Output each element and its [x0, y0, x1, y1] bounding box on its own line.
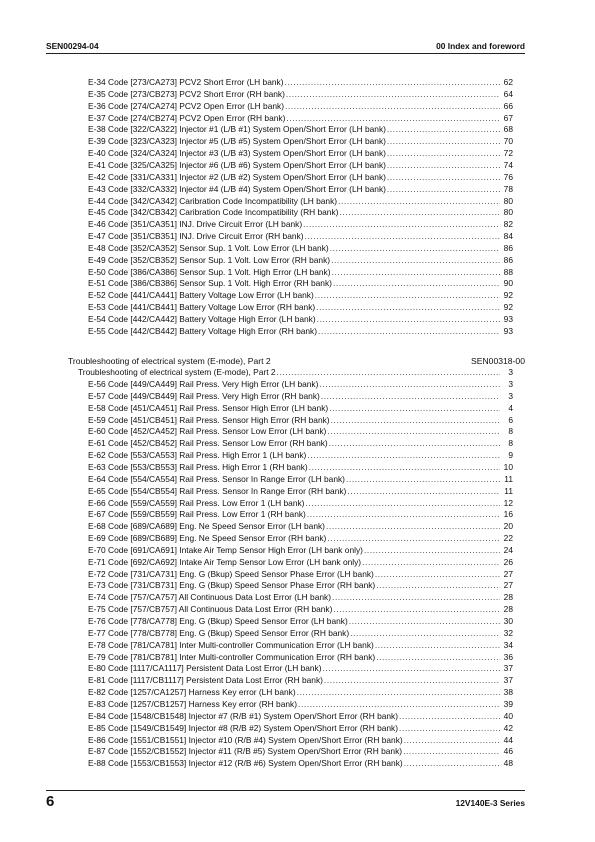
toc-entry[interactable]: [88, 746, 513, 758]
toc-entry[interactable]: [88, 580, 513, 592]
toc-entry[interactable]: [88, 545, 513, 557]
toc-entry[interactable]: [88, 243, 513, 255]
toc-leader: [349, 616, 500, 628]
toc-entry-title: E-87 Code [1552/CB1552] Injector #11 (R/B #5) System Open/Short Error (RH bank): [88, 746, 403, 757]
toc-entry[interactable]: [88, 89, 513, 101]
toc-leader: [362, 557, 500, 569]
toc-leader: [387, 136, 500, 148]
toc-leader: [309, 462, 500, 474]
toc-entry-page: 8: [508, 438, 513, 449]
toc-entry-page: 32: [503, 627, 513, 638]
footer-page-number: 6: [46, 793, 55, 810]
toc-leader: [338, 196, 500, 208]
toc-leader: [387, 124, 500, 136]
toc-entry[interactable]: [88, 521, 513, 533]
toc-entry[interactable]: [88, 219, 513, 231]
toc-leader: [376, 580, 500, 592]
toc-leader: [317, 314, 500, 326]
footer-rule: [46, 790, 525, 791]
toc-entry-page: 92: [503, 302, 513, 313]
toc-entry-title: E-80 Code [1117/CA1117] Persistent Data Lost Error (LH bank): [88, 663, 322, 674]
toc-entry[interactable]: [88, 314, 513, 326]
toc-entry-page: 67: [503, 112, 513, 123]
toc-entry-page: 10: [503, 461, 513, 472]
toc-entry-title: E-39 Code [323/CA323] Injector #5 (L/B #5) System Open/Short Error (LH bank): [88, 136, 386, 147]
toc-entry-title: E-66 Code [559/CA559] Rail Press. Low Error 1 (LH bank): [88, 497, 305, 508]
toc-leader: [324, 675, 500, 687]
toc-leader: [305, 498, 500, 510]
toc-entry[interactable]: [88, 267, 513, 279]
toc-entry-title: E-46 Code [351/CA351] INJ. Drive Circuit Error (LH bank): [88, 219, 303, 230]
toc-entry[interactable]: [88, 462, 513, 474]
toc-entry-page: 40: [503, 710, 513, 721]
toc-entry-title: E-73 Code [731/CB731] Eng. G (Bkup) Speed Sensor Phase Error (RH bank): [88, 580, 376, 591]
toc-entry[interactable]: [88, 509, 513, 521]
toc-entry-title: E-60 Code [452/CA452] Rail Press. Sensor Low Error (LH bank): [88, 426, 327, 437]
toc-entry-page: 27: [503, 580, 513, 591]
toc-entry[interactable]: [88, 184, 513, 196]
toc-entry[interactable]: [88, 231, 513, 243]
toc-leader: [330, 243, 500, 255]
toc-leader: [399, 723, 500, 735]
toc-leader: [375, 640, 500, 652]
toc-entry-title: E-54 Code [442/CA442] Battery Voltage High Error (LH bank): [88, 314, 316, 324]
toc-entry[interactable]: [88, 604, 513, 616]
toc-entry[interactable]: [88, 687, 513, 699]
toc-entry-page: 86: [503, 242, 513, 253]
toc-entry-page: 82: [503, 219, 513, 230]
toc-entry[interactable]: [88, 278, 513, 290]
toc-entry-title: E-79 Code [781/CB781] Inter Multi-controller Communication Error (RH bank): [88, 651, 376, 662]
toc-entry-title: E-36 Code [274/CA274] PCV2 Open Error (LH bank): [88, 100, 284, 111]
toc-entry-title: E-61 Code [452/CB452] Rail Press. Sensor Low Error (RH bank): [88, 438, 328, 449]
footer-series: 12V140E-3 Series: [455, 798, 525, 808]
toc-leader: [329, 438, 500, 450]
toc-entry-title: E-41 Code [325/CA325] Injector #6 (L/B #6) System Open/Short Error (LH bank): [88, 159, 386, 170]
toc-leader: [327, 426, 500, 438]
toc-entry-title: E-37 Code [274/CB274] PCV2 Open Error (RH bank): [88, 112, 286, 123]
toc-entry[interactable]: [88, 290, 513, 302]
toc-entry-title: E-76 Code [778/CA778] Eng. G (Bkup) Speed Sensor Error (LH bank): [88, 616, 348, 626]
header-section-title: 00 Index and foreword: [436, 41, 525, 51]
toc-entry-title: E-48 Code [352/CA352] Sensor Sup. 1 Volt. Low Error (LH bank): [88, 242, 329, 253]
toc-entry-title: E-53 Code [441/CB441] Battery Voltage Low Error (RH bank): [88, 302, 316, 313]
header-rule: [46, 53, 525, 54]
toc-entry-page: 37: [503, 663, 513, 674]
toc-entry-page: 48: [503, 758, 513, 769]
toc-leader: [376, 652, 500, 664]
toc-entry[interactable]: [88, 196, 513, 208]
toc-entry[interactable]: [88, 403, 513, 415]
toc-entry[interactable]: [88, 498, 513, 510]
toc-entry[interactable]: [88, 255, 513, 267]
toc-entry-title: E-35 Code [273/CB273] PCV2 Short Error (RH bank): [88, 88, 285, 99]
toc-subtitle-entry[interactable]: [78, 367, 513, 379]
toc-entry-page: 4: [508, 402, 513, 413]
toc-leader: [285, 77, 500, 89]
toc-entry-page: 74: [503, 159, 513, 170]
toc-entry-title: E-72 Code [731/CA731] Eng. G (Bkup) Speed Sensor Phase Error (LH bank): [88, 568, 374, 579]
toc-entry-page: 28: [503, 604, 513, 615]
toc-entry[interactable]: [88, 474, 513, 486]
toc-entry-title: E-81 Code [1117/CB1117] Persistent Data Lost Error (RH bank): [88, 675, 323, 686]
toc-entry-page: 90: [503, 278, 513, 289]
toc-entry[interactable]: [88, 426, 513, 438]
toc-entry[interactable]: [88, 723, 513, 735]
toc-entry-title: E-44 Code [342/CA342] Caribration Code Incompatibility (LH bank): [88, 195, 338, 206]
toc-leader: [350, 628, 500, 640]
toc-entry-page: 66: [503, 100, 513, 111]
toc-entry[interactable]: [88, 592, 513, 604]
toc-leader: [331, 255, 500, 267]
toc-entry-page: 39: [503, 698, 513, 709]
toc-entry-page: 42: [503, 722, 513, 733]
toc-entry-page: 34: [503, 639, 513, 650]
toc-entry-page: 3: [508, 390, 513, 401]
toc-entry[interactable]: [88, 438, 513, 450]
toc-entry-title: E-69 Code [689/CB689] Eng. Ne Speed Sensor Error (RH bank): [88, 533, 327, 544]
toc-entry[interactable]: [88, 628, 513, 640]
toc-entry[interactable]: [88, 160, 513, 172]
header-doc-code: SEN00294-04: [46, 41, 99, 51]
toc-entry-page: 24: [503, 544, 513, 555]
toc-leader: [333, 278, 500, 290]
toc-leader: [298, 699, 500, 711]
toc-entry-title: E-85 Code [1549/CB1549] Injector #8 (R/B #2) System Open/Short Error (RH bank): [88, 722, 399, 733]
toc-entry-page: 6: [508, 414, 513, 425]
toc-leader: [318, 326, 500, 338]
toc-entry-title: E-64 Code [554/CA554] Rail Press. Sensor In Range Error (LH bank): [88, 473, 345, 484]
toc-leader: [323, 663, 500, 675]
toc-entry[interactable]: [88, 758, 513, 770]
toc-entry-title: E-84 Code [1548/CB1548] Injector #7 (R/B #1) System Open/Short Error (RH bank): [88, 710, 399, 721]
section-doc-code: SEN00318-00: [471, 356, 525, 366]
toc-entry[interactable]: [88, 172, 513, 184]
toc-entry[interactable]: [88, 652, 513, 664]
toc-leader: [319, 379, 500, 391]
toc-entry-title: E-45 Code [342/CB342] Caribration Code Incompatibility (RH bank): [88, 207, 339, 218]
toc-entry-title: E-88 Code [1553/CB1553] Injector #12 (R/B #6) System Open/Short Error (RH bank): [88, 758, 403, 769]
toc-leader: [387, 184, 500, 196]
toc-entry[interactable]: [88, 136, 513, 148]
toc-entry-page: 44: [503, 734, 513, 745]
toc-leader: [375, 569, 500, 581]
toc-entry-page: 70: [503, 136, 513, 147]
toc-entry[interactable]: [88, 391, 513, 403]
toc-entry-title: E-40 Code [324/CA324] Injector #3 (L/B #3) System Open/Short Error (LH bank): [88, 148, 386, 159]
toc-leader: [297, 687, 500, 699]
toc-entry-page: 46: [503, 746, 513, 757]
toc-entry-title: E-70 Code [691/CA691] Intake Air Temp Sensor High Error (LH bank only): [88, 544, 363, 555]
toc-entry[interactable]: [88, 77, 513, 89]
toc-subtitle-page: 3: [508, 367, 513, 377]
toc-entry-page: 84: [503, 231, 513, 242]
toc-entry-page: 93: [503, 314, 513, 324]
toc-entry-title: E-86 Code [1551/CB1551] Injector #10 (R/B #4) System Open/Short Error (RH bank): [88, 734, 403, 745]
toc-entry[interactable]: [88, 450, 513, 462]
toc-entry-title: E-52 Code [441/CA441] Battery Voltage Low Error (LH bank): [88, 290, 314, 301]
toc-entry[interactable]: [88, 326, 513, 338]
toc-entry-page: 88: [503, 266, 513, 277]
toc-leader: [403, 746, 500, 758]
toc-entry-page: 27: [503, 568, 513, 579]
toc-entry-title: E-68 Code [689/CA689] Eng. Ne Speed Sensor Error (LH bank): [88, 521, 325, 532]
toc-leader: [307, 450, 500, 462]
toc-entry[interactable]: [88, 486, 513, 498]
toc-entry[interactable]: [88, 663, 513, 675]
toc-entry-page: 8: [508, 426, 513, 437]
toc-leader: [285, 101, 500, 113]
toc-entry-page: 37: [503, 675, 513, 686]
toc-leader: [346, 474, 500, 486]
toc-entry-title: E-65 Code [554/CB554] Rail Press. Sensor In Range Error (RH bank): [88, 485, 347, 496]
toc-leader: [303, 219, 500, 231]
toc-entry-title: E-71 Code [692/CA692] Intake Air Temp Sensor Low Error (LH bank only): [88, 556, 362, 567]
toc-leader: [404, 735, 500, 747]
toc-entry[interactable]: [88, 101, 513, 113]
toc-entry-title: E-57 Code [449/CB449] Rail Press. Very High Error (RH bank): [88, 390, 320, 401]
toc-entry-page: 11: [504, 473, 513, 484]
toc-leader: [387, 148, 500, 160]
toc-entry-page: 22: [503, 533, 513, 544]
toc-leader: [327, 533, 500, 545]
toc-entry-title: E-78 Code [781/CA781] Inter Multi-controller Communication Error (LH bank): [88, 639, 374, 650]
toc-leader: [331, 415, 500, 427]
toc-entry[interactable]: [88, 302, 513, 314]
toc-entry-page: 64: [503, 88, 513, 99]
toc-entry-page: 38: [503, 687, 513, 698]
toc-leader: [364, 545, 500, 557]
toc-leader: [333, 604, 500, 616]
toc-entry-page: 26: [503, 556, 513, 567]
toc-entry-page: 72: [503, 148, 513, 159]
toc-entry-title: E-59 Code [451/CB451] Rail Press. Sensor High Error (RH bank): [88, 414, 330, 425]
toc-leader: [332, 592, 500, 604]
toc-entry-title: E-83 Code [1257/CB1257] Harness Key error (RH bank): [88, 698, 298, 709]
toc-leader: [387, 172, 500, 184]
toc-entry-page: 78: [503, 183, 513, 194]
toc-entry-page: 76: [503, 171, 513, 182]
toc-leader: [326, 521, 500, 533]
toc-entry-page: 3: [508, 379, 513, 389]
toc-leader: [321, 391, 500, 403]
toc-leader: [307, 509, 500, 521]
toc-entry-title: E-82 Code [1257/CA1257] Harness Key error (LH bank): [88, 687, 296, 698]
toc-entry-page: 30: [503, 616, 513, 626]
toc-leader: [286, 113, 500, 125]
toc-entry[interactable]: [88, 113, 513, 125]
toc-entry-page: 93: [503, 325, 513, 336]
toc-entry[interactable]: [88, 640, 513, 652]
toc-entry-title: E-77 Code [778/CB778] Eng. G (Bkup) Speed Sensor Error (RH bank): [88, 627, 350, 638]
toc-entry-title: E-51 Code [386/CB386] Sensor Sup. 1 Volt. High Error (RH bank): [88, 278, 332, 289]
toc-leader: [404, 758, 500, 770]
toc-entry-title: E-67 Code [559/CB559] Rail Press. Low Error 1 (RH bank): [88, 509, 306, 520]
toc-entry[interactable]: [88, 735, 513, 747]
toc-entry-title: E-43 Code [332/CA332] Injector #4 (L/B #4) System Open/Short Error (LH bank): [88, 183, 386, 194]
toc-entry-title: E-42 Code [331/CA331] Injector #2 (L/B #2) System Open/Short Error (LH bank): [88, 171, 386, 182]
toc-leader: [286, 89, 500, 101]
toc-leader: [277, 367, 500, 379]
toc-entry[interactable]: [88, 699, 513, 711]
toc-entry-page: 16: [503, 509, 513, 520]
toc-entry-page: 20: [503, 521, 513, 532]
toc-entry-page: 62: [503, 77, 513, 87]
toc-entry-title: E-50 Code [386/CA386] Sensor Sup. 1 Volt. High Error (LH bank): [88, 266, 331, 277]
toc-subtitle-text: Troubleshooting of electrical system (E-mode), Part 2: [78, 367, 276, 377]
toc-entry-title: E-58 Code [451/CA451] Rail Press. Sensor High Error (LH bank): [88, 402, 329, 413]
toc-entry[interactable]: [88, 415, 513, 427]
toc-entry-title: E-55 Code [442/CB442] Battery Voltage High Error (RH bank): [88, 325, 318, 336]
toc-entry-page: 12: [503, 497, 513, 508]
toc-entry-title: E-63 Code [553/CB553] Rail Press. High Error 1 (RH bank): [88, 461, 308, 472]
toc-leader: [347, 486, 500, 498]
toc-entry[interactable]: [88, 207, 513, 219]
toc-entry[interactable]: [88, 675, 513, 687]
toc-leader: [316, 302, 500, 314]
toc-entry[interactable]: [88, 533, 513, 545]
toc-entry-page: 80: [503, 195, 513, 206]
toc-entry-title: E-74 Code [757/CA757] All Continuous Data Lost Error (LH bank): [88, 592, 332, 603]
toc-leader: [305, 231, 501, 243]
toc-entry-page: 86: [503, 254, 513, 265]
toc-leader: [339, 207, 500, 219]
toc-entry[interactable]: [88, 148, 513, 160]
toc-leader: [387, 160, 500, 172]
section-title: Troubleshooting of electrical system (E-mode), Part 2: [68, 356, 271, 366]
toc-entry-title: E-34 Code [273/CA273] PCV2 Short Error (LH bank): [88, 77, 284, 87]
toc-entry-title: E-62 Code [553/CA553] Rail Press. High Error 1 (LH bank): [88, 450, 307, 461]
toc-entry-page: 80: [503, 207, 513, 218]
toc-entry-page: 9: [508, 450, 513, 461]
toc-entry[interactable]: [88, 569, 513, 581]
toc-entry[interactable]: [88, 124, 513, 136]
toc-entry-title: E-56 Code [449/CA449] Rail Press. Very High Error (LH bank): [88, 379, 319, 389]
toc-entry[interactable]: [88, 711, 513, 723]
toc-entry-title: E-38 Code [322/CA322] Injector #1 (L/B #1) System Open/Short Error (LH bank): [88, 124, 386, 135]
toc-entry[interactable]: [88, 616, 513, 628]
toc-entry-page: 92: [503, 290, 513, 301]
toc-entry-title: E-75 Code [757/CB757] All Continuous Data Lost Error (RH bank): [88, 604, 333, 615]
toc-entry[interactable]: [88, 557, 513, 569]
toc-entry[interactable]: [88, 379, 513, 391]
toc-entry-title: E-47 Code [351/CB351] INJ. Drive Circuit Error (RH bank): [88, 231, 304, 242]
toc-leader: [399, 711, 500, 723]
toc-entry-title: E-49 Code [352/CB352] Sensor Sup. 1 Volt. Low Error (RH bank): [88, 254, 331, 265]
toc-entry-page: 28: [503, 592, 513, 603]
toc-leader: [329, 403, 500, 415]
toc-entry-page: 68: [503, 124, 513, 135]
toc-leader: [332, 267, 500, 279]
toc-entry-page: 11: [504, 485, 513, 496]
section-heading: [68, 355, 525, 367]
toc-entry-page: 36: [503, 651, 513, 662]
toc-leader: [315, 290, 500, 302]
